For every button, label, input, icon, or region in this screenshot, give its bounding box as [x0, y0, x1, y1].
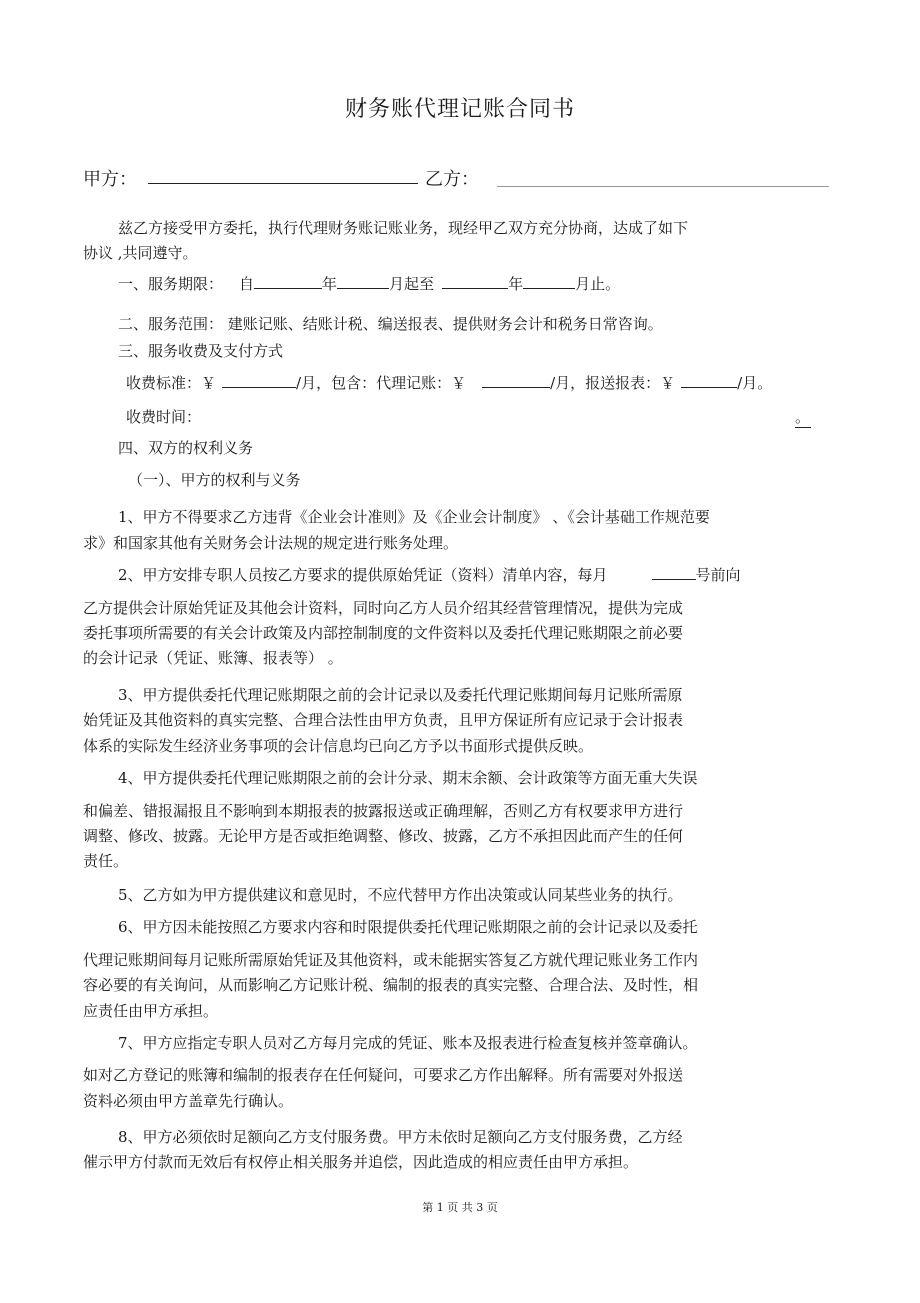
party-a-label: 甲方： — [83, 169, 137, 190]
party-a-blank — [148, 183, 418, 184]
clause-6-line-3: 容必要的有关询问，从而影响乙方记账计税、编制的报表的真实完整、合理合法、及时性，相 — [83, 976, 699, 994]
service-term — [118, 272, 620, 294]
clause-6-line-4: 应责任由甲方承担。 — [83, 1002, 219, 1020]
document-title: 财务账代理记账合同书 — [344, 97, 575, 122]
end-month-blank — [523, 272, 575, 289]
page-number: 第 1 页 共 3 页 — [422, 1201, 498, 1214]
intro-line-2: 协议 ,共同遵守。 — [83, 244, 198, 262]
clause-8-line-2: 催示甲方付款而无效后有权停止相关服务并追偿，因此造成的相应责任由甲方承担。 — [83, 1153, 639, 1171]
clause-4-line-2: 和偏差、错报漏报且不影响到本期报表的披露报送或正确理解，否则乙方有权要求甲方进行 — [83, 802, 684, 820]
clause-7-line-2: 如对乙方登记的账簿和编制的报表存在任何疑问，可要求乙方作出解释。所有需要对外报送 — [83, 1066, 684, 1084]
fee-total-blank — [222, 371, 296, 388]
fee-time-end: 。 — [795, 408, 811, 426]
clause-5: 5、乙方如为甲方提供建议和意见时，不应代替甲方作出决策或认同某些业务的执行。 — [118, 886, 683, 904]
term-year-2: 年 — [508, 275, 524, 293]
party-b-blank — [497, 186, 829, 187]
end-year-blank — [442, 272, 508, 289]
fee-section-heading: 三、服务收费及支付方式 — [118, 342, 284, 360]
service-scope: 二、服务范围： 建账记账、结账计税、编送报表、提供财务会计和税务日常咨询。 — [118, 315, 663, 333]
clause-4-line-4: 责任。 — [83, 852, 129, 870]
service-term-label: 一、服务期限： — [118, 275, 224, 293]
clause-3-line-3: 体系的实际发生经济业务事项的会计信息均已向乙方予以书面形式提供反映。 — [83, 737, 594, 755]
clause-4-line-1: 4、甲方提供委托代理记账期限之前的会计分录、期末余额、会计政策等方面无重大失误 — [118, 769, 698, 787]
clause-2-day-blank — [652, 563, 696, 580]
clause-4-line-3: 调整、修改、披露。无论甲方是否或拒绝调整、修改、披露，乙方不承担因此而产生的任何 — [83, 827, 684, 845]
fee-standard-label: 收费标准：￥ — [126, 374, 217, 392]
clause-6-line-1: 6、甲方因未能按照乙方要求内容和时限提供委托代理记账期限之前的会计记录以及委托 — [118, 918, 698, 936]
fee-bookkeeping-blank — [482, 371, 550, 388]
fee-time-label: 收费时间： — [126, 408, 202, 426]
fee-part-2: /月，报送报表：￥ — [550, 374, 676, 392]
party-a-rights-heading: （一）、甲方的权利与义务 — [128, 471, 301, 489]
fee-part-1: /月，包含：代理记账：￥ — [296, 374, 467, 392]
clause-1-line-2: 求》和国家其他有关财务会计法规的规定进行账务处理。 — [83, 534, 459, 552]
clause-2-line-1 — [118, 563, 741, 585]
party-b-label: 乙方： — [425, 169, 479, 190]
clause-1-line-1: 1、甲方不得要求乙方违背《企业会计准则》及《企业会计制度》 、《会计基础工作规范要 — [118, 508, 710, 526]
clause-2-tail: 号前向 — [695, 566, 741, 584]
term-year-1: 年 — [322, 275, 338, 293]
term-month-1: 月起至 — [389, 275, 435, 293]
clause-3-line-2: 始凭证及其他资料的真实完整、合理合法性由甲方负责，且甲方保证所有应记录于会计报表 — [83, 711, 684, 729]
clause-6-line-2: 代理记账期间每月记账所需原始凭证及其他资料，或未能据实答复乙方就代理记账业务工作内 — [83, 951, 699, 969]
term-from: 自 — [239, 275, 255, 293]
start-year-blank — [254, 272, 322, 289]
intro-line-1: 兹乙方接受甲方委托，执行代理财务账记账业务，现经甲乙双方充分协商，达成了如下 — [118, 219, 689, 237]
fee-standard — [126, 371, 772, 393]
clause-3-line-1: 3、甲方提供委托代理记账期限之前的会计记录以及委托代理记账期间每月记账所需原 — [118, 686, 683, 704]
clause-7-line-3: 资料必须由甲方盖章先行确认。 — [83, 1092, 294, 1110]
clause-2-line-3: 委托事项所需要的有关会计政策及内部控制制度的文件资料以及委托代理记账期限之前必要 — [83, 624, 684, 642]
term-month-2: 月止。 — [575, 275, 621, 293]
clause-2-line-4: 的会计记录（凭证、账簿、报表等） 。 — [83, 649, 343, 667]
fee-report-blank — [681, 371, 737, 388]
clause-2-head: 2、甲方安排专职人员按乙方要求的提供原始凭证（资料）清单内容，每月 — [118, 566, 608, 584]
clause-8-line-1: 8、甲方必须依时足额向乙方支付服务费。甲方未依时足额向乙方支付服务费，乙方经 — [118, 1128, 683, 1146]
fee-part-3: /月。 — [737, 374, 773, 392]
start-month-blank — [337, 272, 389, 289]
clause-7-line-1: 7、甲方应指定专职人员对乙方每月完成的凭证、账本及报表进行检查复核并签章确认。 — [118, 1034, 698, 1052]
clause-2-line-2: 乙方提供会计原始凭证及其他会计资料，同时向乙方人员介绍其经营管理情况，提供为完成 — [83, 599, 684, 617]
rights-heading: 四、双方的权利义务 — [118, 439, 254, 457]
